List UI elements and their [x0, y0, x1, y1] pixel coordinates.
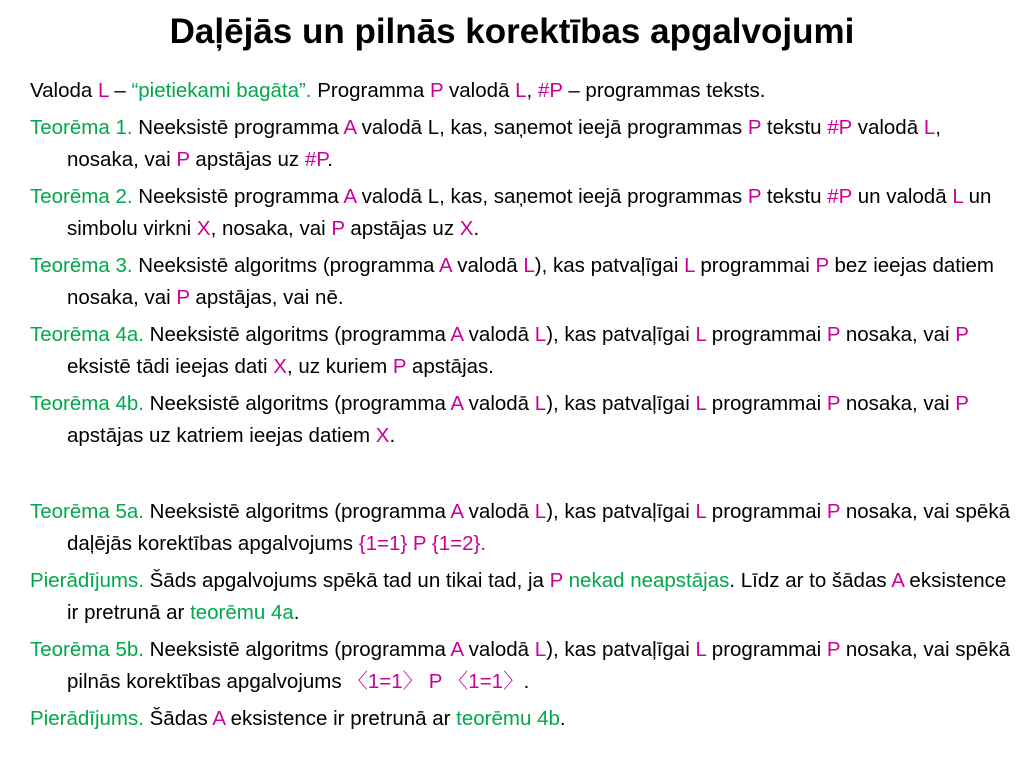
body-text: tekstu — [761, 116, 828, 139]
paragraph — [30, 181, 1014, 245]
symbol-text: P — [549, 569, 563, 592]
body-text: apstājas. — [406, 355, 494, 378]
body-text: ), kas patvaļīgai — [546, 638, 696, 661]
highlight-text: Teorēma 2. — [30, 185, 133, 208]
body-text: programmai — [706, 500, 827, 523]
symbol-text: P — [955, 392, 969, 415]
symbol-text: #P — [827, 116, 852, 139]
body-text: Neeksistē algoritms (programma — [143, 323, 451, 346]
body-text: , nosaka, vai — [210, 217, 332, 240]
body-text: bez ieejas datiem nosaka, vai — [67, 254, 995, 309]
body-text: nosaka, vai spēkā pilnās korektības apgalvojums — [67, 638, 1010, 693]
highlight-text: Teorēma 4a. — [30, 323, 144, 346]
paragraph — [30, 496, 1014, 560]
body-text: programmai — [706, 323, 827, 346]
symbol-text: A — [891, 569, 904, 592]
paragraph — [30, 319, 1014, 383]
page-title: Daļējās un pilnās korektības apgalvojumi — [169, 12, 855, 51]
slide-content — [30, 75, 1014, 740]
body-text: ), kas patvaļīgai — [546, 323, 696, 346]
symbol-text: L — [98, 79, 109, 102]
paragraph — [30, 112, 1014, 176]
symbol-text: P — [429, 79, 444, 102]
body-text: valodā L, kas, saņemot ieejā programmas — [355, 116, 748, 139]
body-text: valodā — [443, 79, 516, 102]
body-text: – programmas teksts. — [562, 79, 766, 102]
body-text: Šādas — [143, 707, 213, 730]
body-text: programmai — [706, 392, 827, 415]
highlight-text: “pietiekami bagāta”. — [131, 79, 312, 102]
symbol-text: #P — [827, 185, 852, 208]
symbol-text: A — [450, 638, 463, 661]
symbol-text: L — [695, 638, 707, 661]
symbol-text: L — [534, 500, 547, 523]
body-text: valodā — [462, 638, 535, 661]
body-text: valodā — [451, 254, 524, 277]
body-text: apstājas, vai nē. — [189, 286, 344, 309]
symbol-text: L — [695, 323, 707, 346]
symbol-text: #P — [537, 79, 563, 102]
body-text: nosaka, vai spēkā daļējās korektības apgalvojums — [67, 500, 1010, 555]
body-text: , nosaka, vai — [67, 116, 941, 171]
body-text: apstājas uz — [344, 217, 460, 240]
paragraph — [30, 703, 1014, 735]
highlight-text: Teorēma 5b. — [30, 638, 144, 661]
body-text: ), kas patvaļīgai — [546, 500, 696, 523]
body-text: . — [293, 601, 300, 624]
body-text: eksistence ir pretrunā ar — [67, 569, 1007, 624]
body-text: apstājas uz katriem ieejas datiem — [67, 424, 376, 447]
symbol-text: X — [375, 424, 390, 447]
body-text: Neeksistē algoritms (programma — [143, 638, 451, 661]
body-text: tekstu — [761, 185, 828, 208]
body-text: nosaka, vai — [840, 323, 956, 346]
body-text: Neeksistē algoritms (programma — [143, 500, 451, 523]
symbol-text: L — [684, 254, 695, 277]
body-text: un valodā — [852, 185, 953, 208]
body-text: . — [473, 217, 480, 240]
symbol-text: P — [826, 638, 841, 661]
symbol-text: X — [459, 217, 474, 240]
body-text: programmai — [706, 638, 827, 661]
body-text: eksistē tādi ieejas dati — [67, 355, 274, 378]
symbol-text: L — [923, 116, 936, 139]
body-text: apstājas uz — [189, 148, 305, 171]
body-text: . — [559, 707, 566, 730]
body-text: Neeksistē algoritms (programma — [132, 254, 440, 277]
symbol-text: L — [523, 254, 535, 277]
body-text: valodā L, kas, saņemot ieejā programmas — [355, 185, 748, 208]
symbol-text: A — [450, 392, 463, 415]
body-text: Neeksistē algoritms (programma — [143, 392, 451, 415]
body-text: . — [389, 424, 396, 447]
symbol-text: X — [196, 217, 211, 240]
symbol-text: P — [176, 286, 190, 309]
body-text: valodā — [462, 323, 535, 346]
symbol-text: P — [176, 148, 190, 171]
paragraph-spacer — [30, 457, 1014, 496]
body-text: , — [526, 79, 538, 102]
highlight-text: Teorēma 4b. — [30, 392, 144, 415]
body-text: . — [327, 148, 333, 171]
highlight-text: teorēmu 4a — [190, 601, 294, 624]
body-text: . Līdz ar to šādas — [729, 569, 892, 592]
symbol-text: L — [695, 500, 707, 523]
symbol-text: P — [747, 116, 762, 139]
symbol-text: P — [815, 254, 829, 277]
symbol-text: A — [212, 707, 225, 730]
body-text: . — [523, 670, 530, 693]
body-text: ), kas patvaļīgai — [546, 392, 696, 415]
body-text: , uz kuriem — [286, 355, 393, 378]
highlight-text: teorēmu 4b — [456, 707, 560, 730]
highlight-text: Teorēma 1. — [30, 116, 133, 139]
highlight-text: Pierādījums. — [30, 707, 144, 730]
paragraph — [30, 634, 1014, 698]
symbol-text: A — [343, 185, 356, 208]
body-text: Valoda — [30, 79, 99, 102]
symbol-text: P — [826, 392, 841, 415]
symbol-text: P — [392, 355, 407, 378]
highlight-text: Pierādījums. — [30, 569, 144, 592]
symbol-text: X — [273, 355, 287, 378]
body-text: ), kas patvaļīgai — [534, 254, 685, 277]
symbol-text: L — [534, 323, 547, 346]
paragraph — [30, 388, 1014, 452]
body-text: – — [108, 79, 132, 102]
paragraph — [30, 565, 1014, 629]
symbol-text: P — [826, 323, 841, 346]
body-text: Neeksistē programma — [132, 185, 344, 208]
body-text: Programma — [311, 79, 430, 102]
body-text: valodā — [462, 500, 535, 523]
highlight-text: nekad neapstājas — [568, 569, 730, 592]
symbol-text: A — [439, 254, 452, 277]
body-text: programmai — [694, 254, 816, 277]
symbol-text: P — [747, 185, 762, 208]
body-text: valodā — [462, 392, 535, 415]
symbol-text: #P — [304, 148, 328, 171]
highlight-text: Teorēma 5a. — [30, 500, 144, 523]
body-text: Šāds apgalvojums spēkā tad un tikai tad, ja — [143, 569, 550, 592]
body-text: nosaka, vai — [840, 392, 956, 415]
body-text: eksistence ir pretrunā ar — [224, 707, 457, 730]
symbol-text: 〈1=1〉 P 〈1=1〉 — [347, 670, 524, 693]
symbol-text: P — [331, 217, 345, 240]
symbol-text: {1=1} P {1=2}. — [358, 532, 487, 555]
symbol-text: L — [515, 79, 527, 102]
symbol-text: A — [450, 500, 463, 523]
symbol-text: P — [955, 323, 969, 346]
symbol-text: L — [534, 638, 547, 661]
symbol-text: A — [450, 323, 463, 346]
paragraph — [30, 250, 1014, 314]
symbol-text: L — [534, 392, 547, 415]
symbol-text: A — [343, 116, 356, 139]
paragraph — [30, 75, 1014, 107]
highlight-text: Teorēma 3. — [30, 254, 133, 277]
symbol-text: L — [952, 185, 963, 208]
body-text: un simbolu virkni — [67, 185, 992, 240]
body-text: valodā — [852, 116, 924, 139]
body-text: Neeksistē programma — [132, 116, 344, 139]
symbol-text: P — [826, 500, 841, 523]
symbol-text: L — [695, 392, 707, 415]
